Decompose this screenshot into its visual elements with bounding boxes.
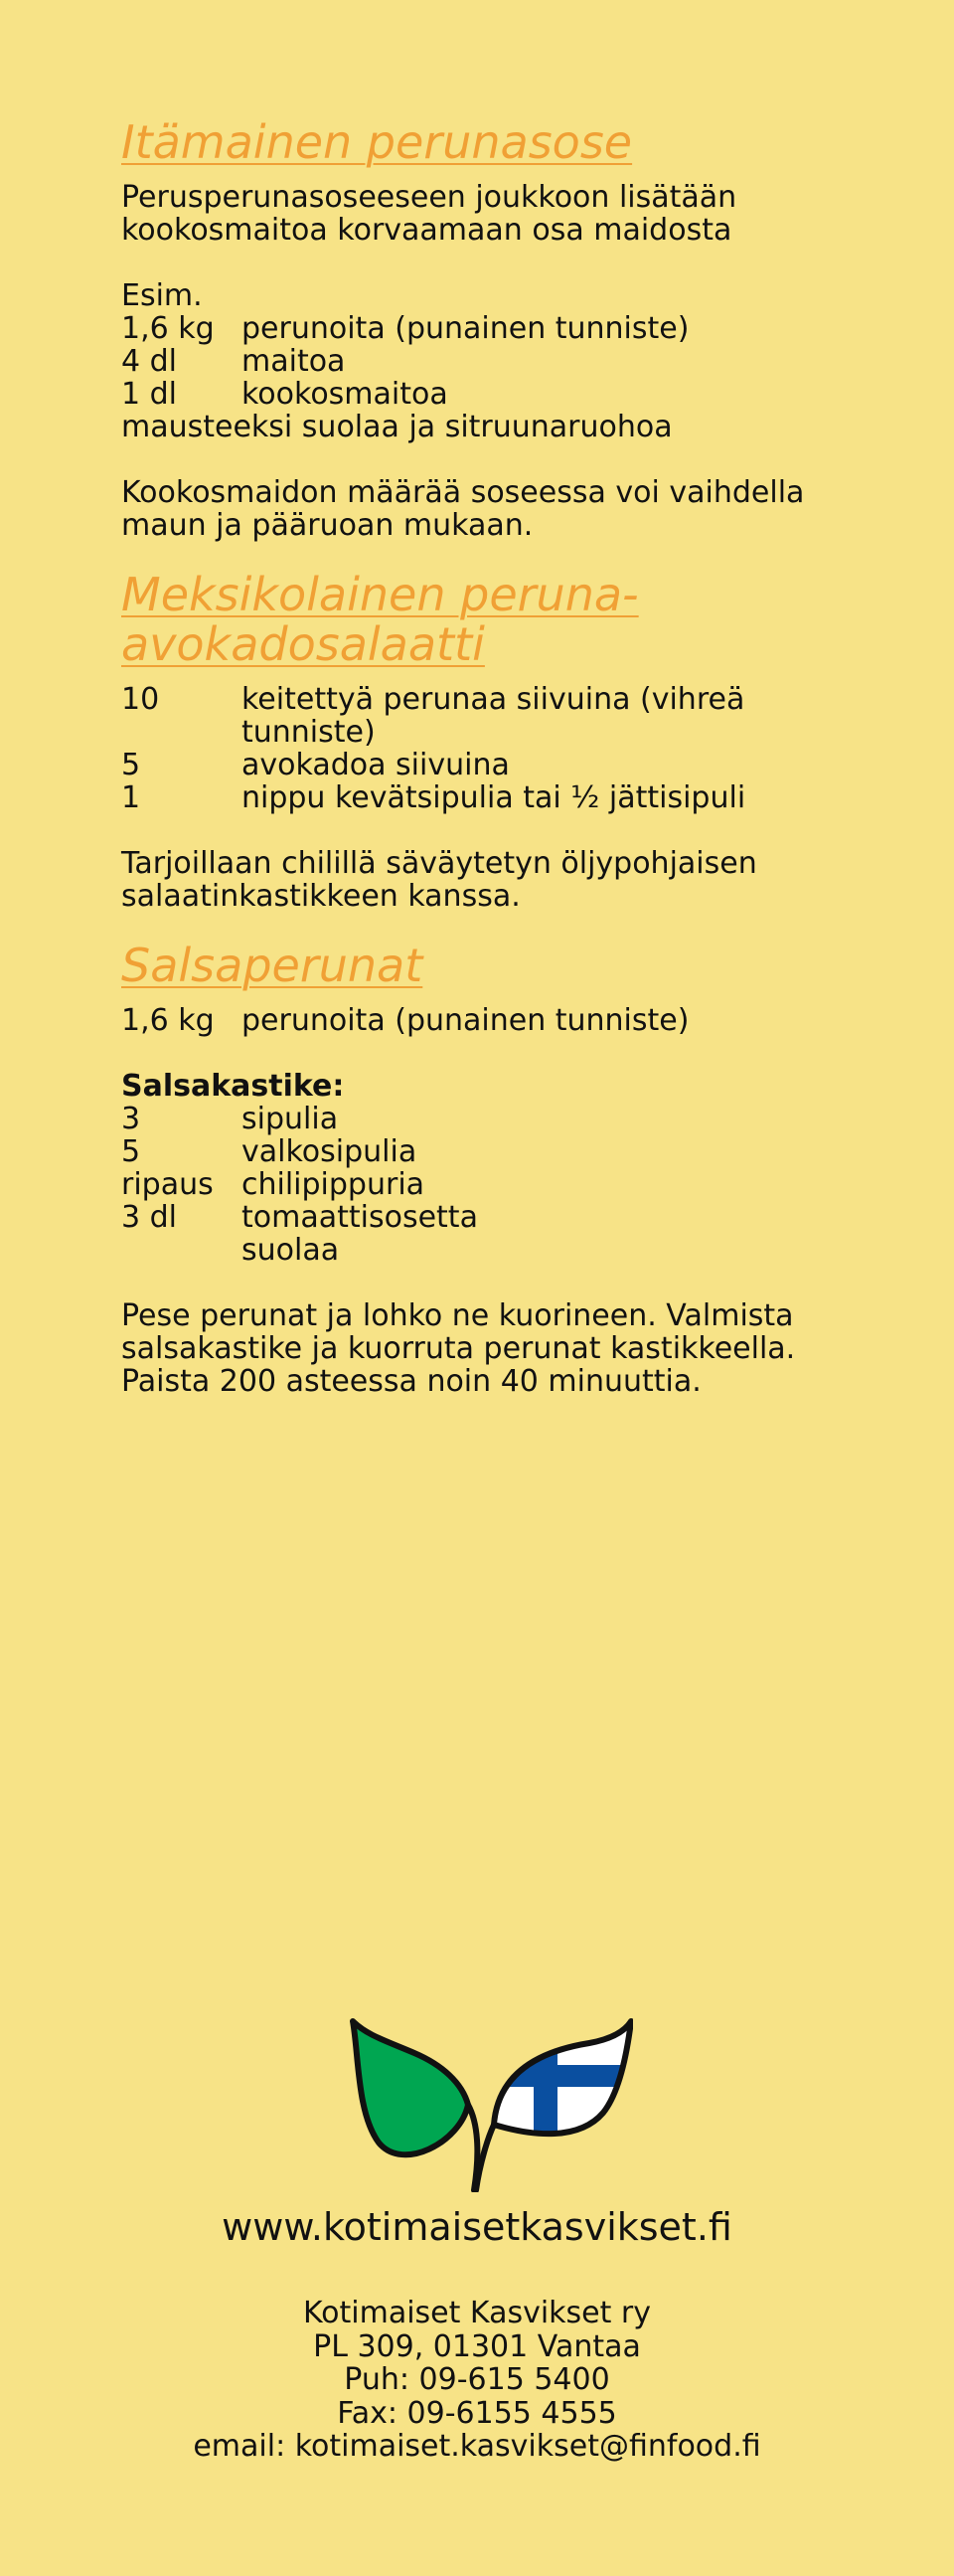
ingredient-qty: 5 (121, 748, 141, 782)
note-line: salaatinkastikkeen kanssa. (121, 879, 521, 914)
ingredient-desc-line: tunniste) (241, 715, 376, 750)
ingredient-row (121, 1168, 916, 1201)
example-label: Esim. (121, 278, 203, 313)
ingredient-desc: chilipippuria (241, 1167, 425, 1202)
recipe-content (121, 117, 916, 1398)
ingredient-qty: ripaus (121, 1167, 214, 1202)
ingredient-desc: perunoita (punainen tunniste) (241, 311, 690, 346)
note-line: maun ja pääruoan mukaan. (121, 508, 534, 543)
ingredient-row (121, 1103, 916, 1135)
instruction-line: Pese perunat ja lohko ne kuorineen. Valmista (121, 1298, 794, 1333)
org-name: Kotimaiset Kasvikset ry (302, 2296, 652, 2330)
recipe-title-line: avokadosalaatti (121, 617, 485, 671)
ingredient-desc (241, 683, 916, 749)
ingredient-row (121, 1234, 916, 1267)
ingredient-row (121, 378, 916, 411)
ingredient-desc: perunoita (punainen tunniste) (241, 1003, 690, 1038)
ingredient-qty: 3 dl (121, 1200, 178, 1235)
ingredient-row (121, 345, 916, 378)
ingredient-desc: tomaattisosetta (241, 1200, 478, 1235)
phone-number: Puh: 09-615 5400 (344, 2362, 610, 2397)
recipe-title: Itämainen perunasose (121, 115, 633, 169)
instruction-line: Paista 200 asteessa noin 40 minuuttia. (121, 1364, 702, 1399)
ingredient-desc: avokadoa siivuina (241, 748, 510, 782)
ingredient-qty: 1 (121, 780, 141, 815)
seasoning-line: mausteeksi suolaa ja sitruunaruohoa (121, 410, 673, 444)
instruction-line: salsakastike ja kuorruta perunat kastikkeella. (121, 1331, 796, 1366)
ingredient-desc: sipulia (241, 1102, 339, 1136)
email-address[interactable]: email: kotimaiset.kasvikset@finfood.fi (193, 2429, 761, 2464)
fax-number: Fax: 09-6155 4555 (337, 2395, 617, 2431)
ingredient-row (121, 312, 916, 345)
leaf-flag-icon (345, 2013, 633, 2192)
ingredient-desc-line: keitettyä perunaa siivuina (vihreä (241, 682, 745, 717)
ingredient-desc: kookosmaitoa (241, 377, 448, 412)
website-url[interactable]: www.kotimaisetkasvikset.fi (222, 2205, 732, 2249)
recipe-title: Salsaperunat (121, 939, 423, 992)
recipe-salsaperunat (121, 941, 916, 1398)
ingredient-row (121, 1135, 916, 1168)
ingredient-qty: 1,6 kg (121, 311, 215, 346)
ingredient-row (121, 683, 916, 749)
ingredient-desc: valkosipulia (241, 1134, 417, 1169)
recipe-meksikolainen (121, 570, 916, 913)
postal-address: PL 309, 01301 Vantaa (313, 2328, 641, 2364)
ingredient-qty (121, 1234, 241, 1267)
ingredient-row (121, 1201, 916, 1234)
ingredient-qty: 10 (121, 682, 160, 717)
note-line: Kookosmaidon määrää soseessa voi vaihdella (121, 475, 805, 510)
ingredient-row (121, 749, 916, 781)
ingredient-desc: nippu kevätsipulia tai ½ jättisipuli (241, 780, 746, 815)
contact-block (0, 2297, 954, 2464)
recipe-title-line: Meksikolainen peruna- (121, 568, 639, 621)
ingredient-qty: 1 dl (121, 377, 178, 412)
ingredient-row (121, 1004, 916, 1037)
recipe-title (121, 570, 916, 669)
ingredient-row (121, 781, 916, 814)
recipe-itamainen (121, 117, 916, 542)
ingredient-qty: 4 dl (121, 344, 178, 379)
sauce-heading: Salsakastike: (121, 1069, 345, 1104)
ingredient-qty: 1,6 kg (121, 1003, 215, 1038)
ingredient-qty: 3 (121, 1102, 141, 1136)
intro-line: kookosmaitoa korvaamaan osa maidosta (121, 213, 732, 248)
intro-line: Perusperunasoseeseen joukkoon lisätään (121, 180, 737, 215)
ingredient-qty: 5 (121, 1134, 141, 1169)
ingredient-desc: maitoa (241, 344, 346, 379)
ingredient-desc: suolaa (241, 1233, 340, 1268)
note-line: Tarjoillaan chilillä säväytetyn öljypohjaisen (121, 846, 757, 881)
